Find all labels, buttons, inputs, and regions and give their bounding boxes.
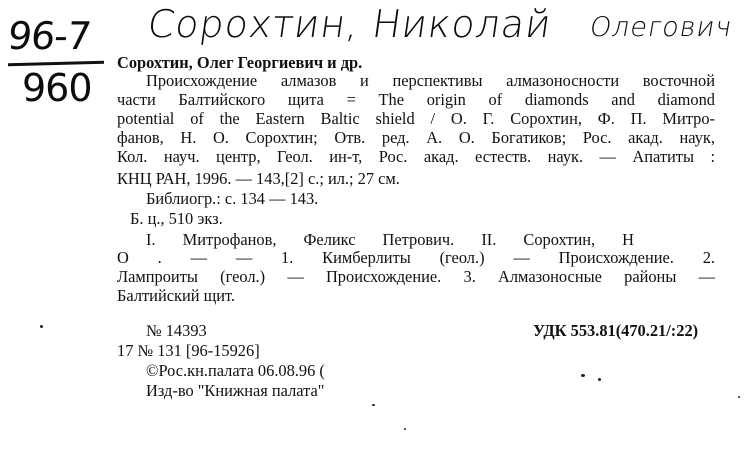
tracings-line-2: О . — — 1. Кимберлиты (геол.) — Происхождение. 2.	[117, 248, 715, 267]
title-line-2: части Балтийского щита = The origin of diamonds and diamond	[117, 90, 715, 109]
book-chamber-line: ©Рос.кн.палата 06.08.96 (	[146, 361, 325, 380]
title-line-5: Кол. науч. центр, Геол. ин-т, Рос. акад. естеств. наук. — Апатиты :	[117, 147, 715, 166]
udc-classification: УДК 553.81(470.21/:22)	[533, 321, 699, 340]
card-heading: Сорохтин, Олег Георгиевич и др.	[117, 53, 363, 72]
scan-speck	[404, 428, 406, 430]
tracings-line-1: I. Митрофанов, Феликс Петрович. II. Сорохтин, Н	[146, 230, 634, 249]
tracings-line-4: Балтийский щит.	[117, 286, 236, 305]
title-line-3: potential of the Eastern Baltic shield / О. Г. Сорохтин, Ф. П. Митро-	[117, 109, 715, 128]
scan-speck	[598, 378, 601, 381]
scan-speck	[738, 396, 740, 398]
publisher-line: Изд-во "Книжная палата"	[146, 381, 325, 400]
price-run-note: Б. ц., 510 экз.	[130, 209, 223, 228]
title-line-4: фанов, Н. О. Сорохтин; Отв. ред. А. О. Богатиков; Рос. акад. наук,	[117, 128, 715, 147]
handwritten-shelf-mark-top: 96-7	[5, 14, 93, 58]
title-line-6: КНЦ РАН, 1996. — 143,[2] с.; ил.; 27 см.	[117, 169, 400, 188]
handwritten-author-name: Сорохтин, Николай	[144, 2, 555, 46]
tracings-line-3: Лампроиты (геол.) — Происхождение. 3. Алмазоносные районы —	[117, 267, 715, 286]
record-number: № 14393	[146, 321, 207, 340]
handwritten-shelf-mark-bottom: 960	[22, 66, 92, 110]
handwritten-author-patronymic: Олегович	[587, 12, 736, 43]
scan-speck	[372, 404, 375, 406]
title-line-1: Происхождение алмазов и перспективы алмазоносности восточной	[146, 71, 715, 90]
scan-speck	[581, 374, 585, 377]
scan-speck	[40, 325, 43, 328]
bibliography-note: Библиогр.: с. 134 — 143.	[146, 189, 319, 208]
catalog-number-line: 17 № 131 [96-15926]	[117, 341, 260, 360]
